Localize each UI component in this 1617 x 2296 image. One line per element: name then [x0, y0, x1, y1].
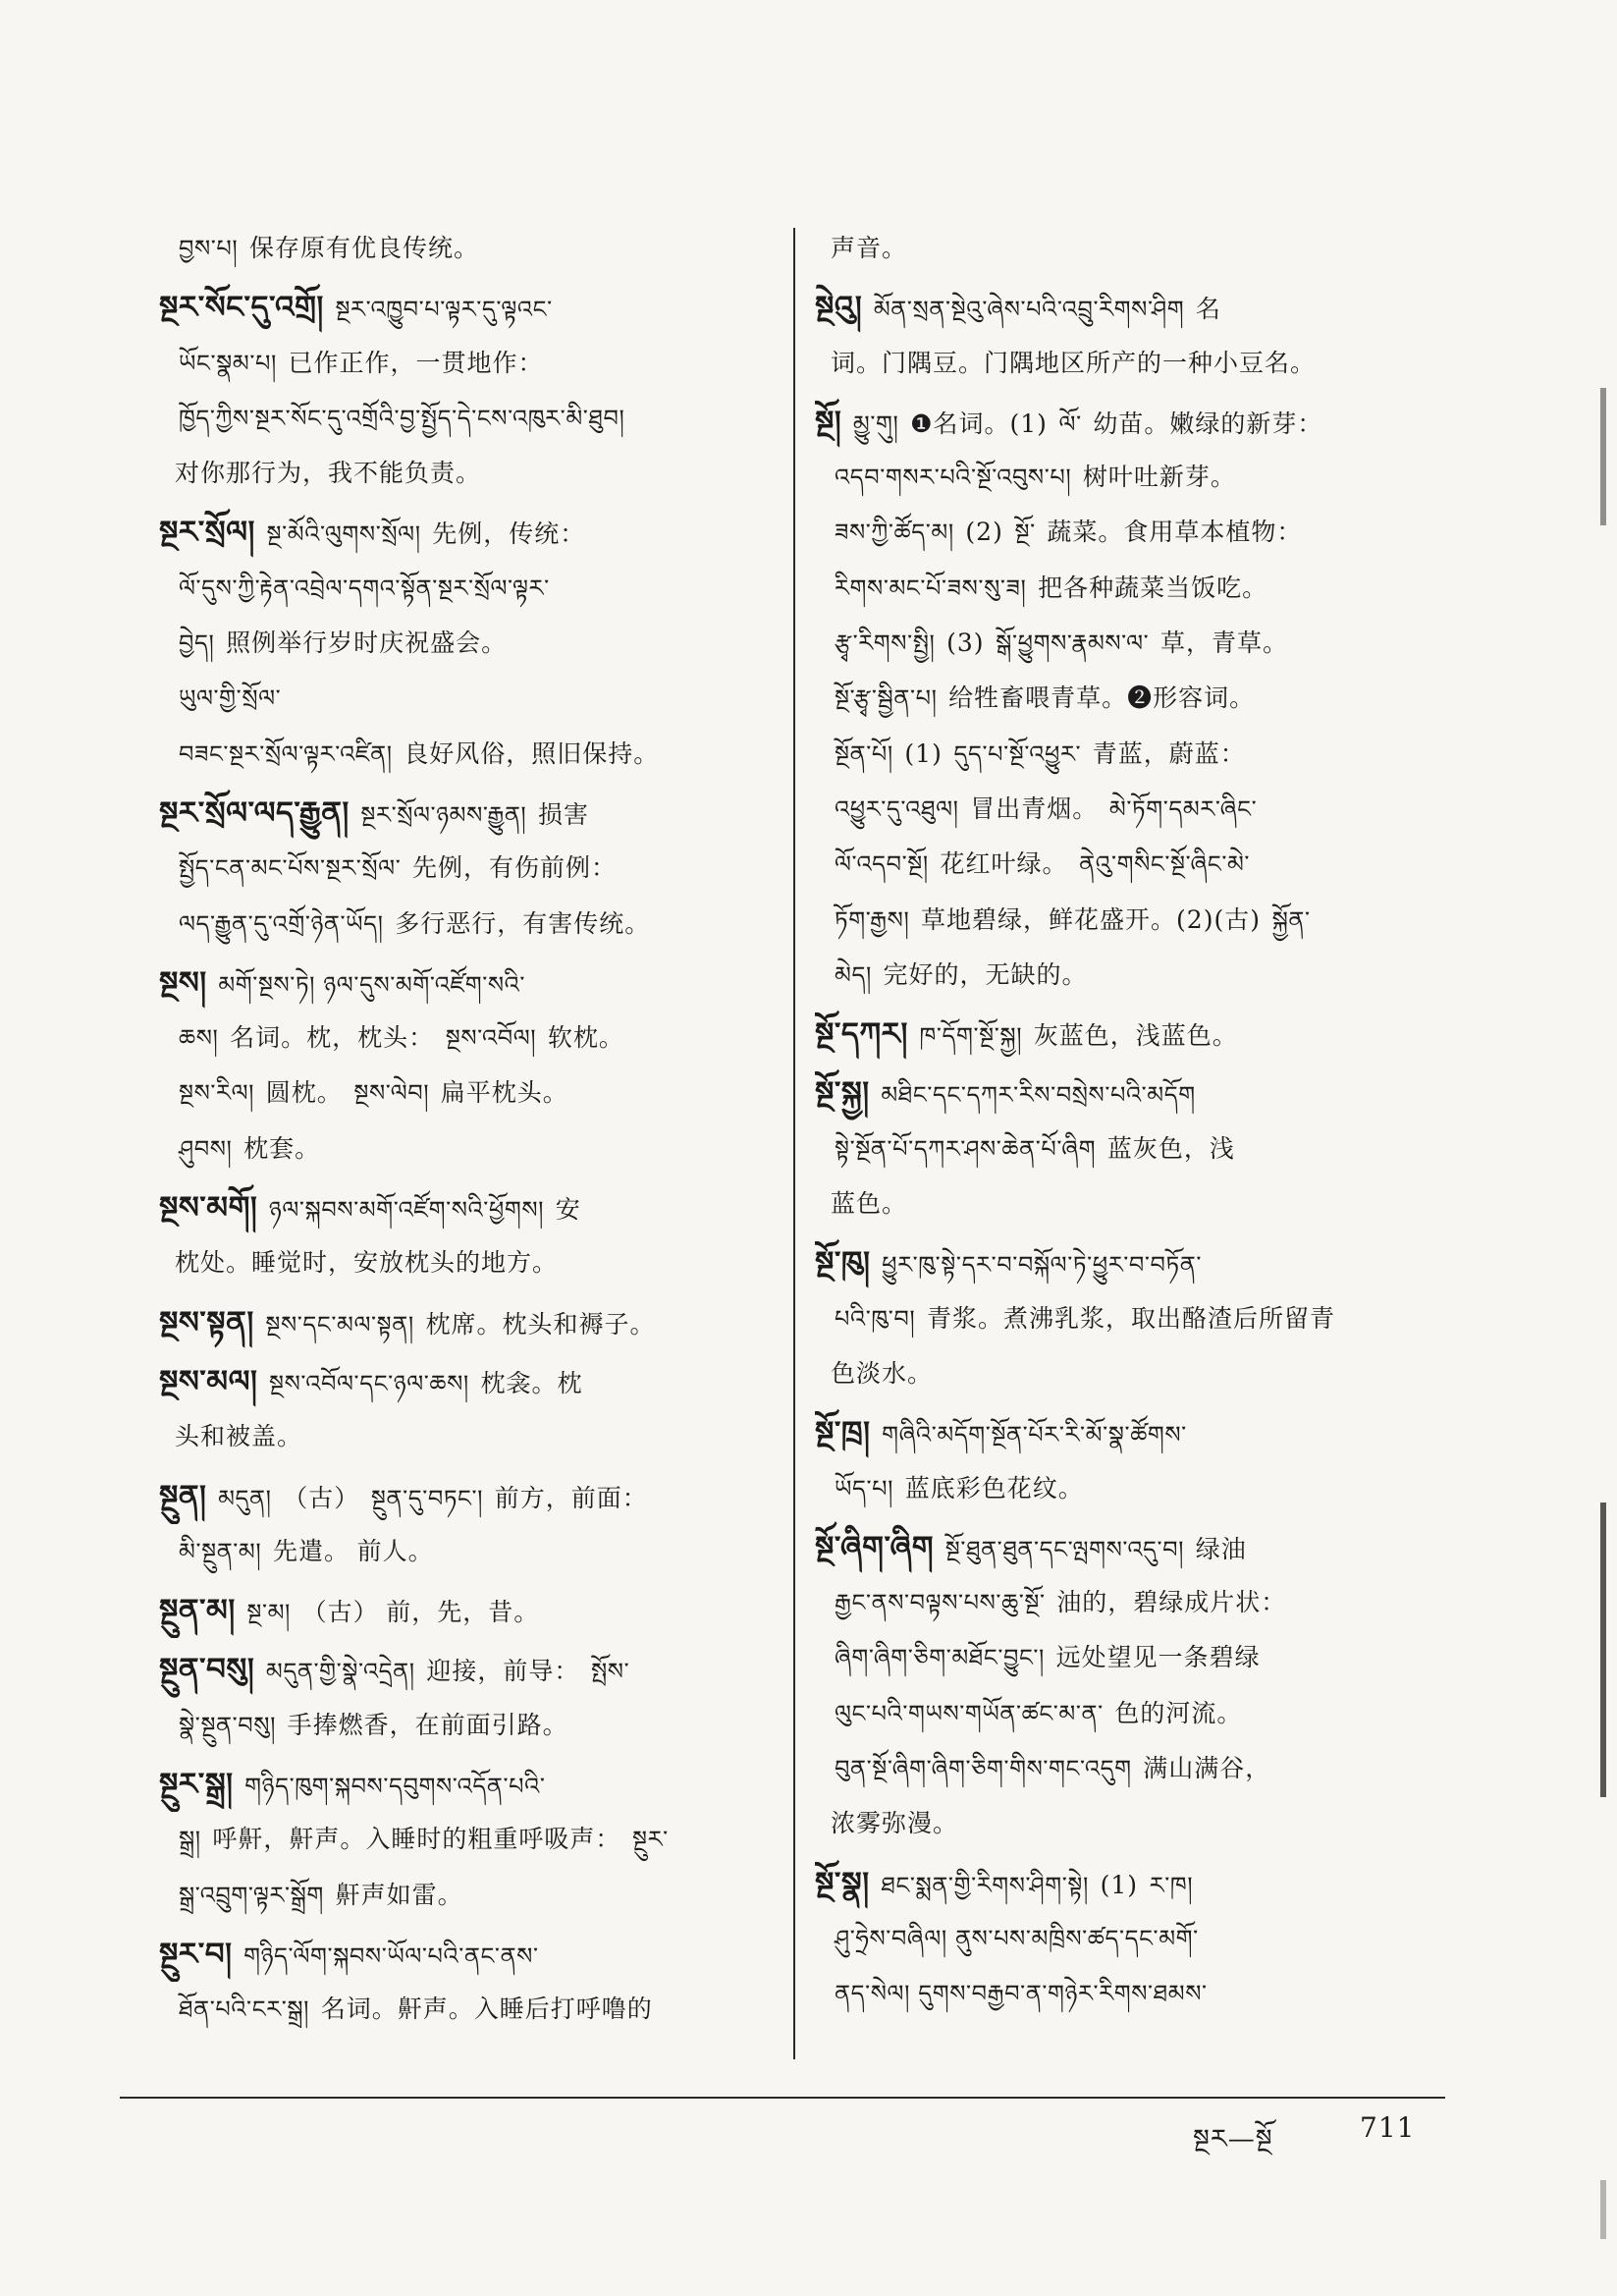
entry-headword: སྔར་སྲོལ་ལད་རྒྱུན། [159, 794, 350, 831]
chinese-text: 词。门隅豆。门隅地区所产的一种小豆名。 [831, 348, 1317, 377]
chinese-text: (1) [904, 738, 943, 768]
entry-line [159, 956, 774, 1011]
tibetan-text: ནད་སེལ། དུགས་བརྒྱབ་ན་གཉེར་རིགས་ཐམས་ [835, 1980, 1208, 2008]
chinese-text: 枕处。睡觉时，安放枕头的地方。 [175, 1248, 559, 1278]
chinese-text: 枕套。 [243, 1133, 321, 1163]
chinese-text: 良好风俗，照旧保持。 [404, 738, 660, 768]
entry-continuation-line [815, 727, 1443, 782]
entry-line [815, 1066, 1443, 1121]
tibetan-text: སྒྲ་འབྲུག་ལྟར་སྒྲོག [179, 1881, 324, 1909]
chinese-text: 色的河流。 [1114, 1698, 1243, 1727]
entry-continuation-line [815, 1346, 1443, 1401]
footer-rule [120, 2097, 1445, 2099]
entry-continuation-line [815, 1796, 1443, 1851]
entry-continuation-line [159, 1235, 774, 1290]
entry-line [815, 1007, 1443, 1062]
tibetan-text: ཁ་དོག་སྔོ་སྐྱ། [919, 1022, 1023, 1051]
chinese-text: （古） [301, 1598, 379, 1627]
tibetan-text: སྒྲ། [179, 1826, 201, 1854]
entry-headword: སྔས་མགོ། [159, 1190, 258, 1227]
tibetan-text: མྱུ་གུ། [852, 410, 899, 438]
tibetan-text: འཕྱུར་དུ་འཐུལ། [835, 794, 959, 823]
entry-line [159, 1295, 774, 1350]
entry-line [159, 1642, 774, 1697]
tibetan-text: སྔུར་ [632, 1826, 669, 1854]
chinese-text: 把各种蔬菜当饭吃。 [1038, 573, 1268, 602]
tibetan-text: ཟས་ཀྱི་ཚོད་མ། [835, 519, 954, 547]
entry-continuation-line [159, 841, 774, 896]
tibetan-text: གཉིད་ལོག་སྐབས་ཡོལ་པའི་ནང་ནས་ [243, 1941, 539, 1970]
tibetan-text: མེ་ཏོག་དམར་ཞིང་ [1108, 794, 1258, 823]
chinese-text: 青浆。煮沸乳浆，取出酪渣后所留青 [926, 1303, 1335, 1333]
chinese-text: 扁平枕头。 [440, 1078, 568, 1108]
entry-continuation-line [815, 1911, 1443, 1966]
tibetan-text: ར་ཁ། [1149, 1871, 1194, 1899]
chinese-text: 安 [555, 1195, 581, 1225]
tibetan-text: མི་སྔུན་མ། [179, 1537, 262, 1565]
chinese-text: 色淡水。 [831, 1358, 934, 1388]
entry-continuation-line [159, 616, 774, 671]
entry-line [159, 1757, 774, 1812]
entry-continuation-line [815, 837, 1443, 892]
tibetan-text: ཉལ་སྐབས་མགོ་འཛོག་སའི་ཕྱོགས། [268, 1196, 545, 1225]
chinese-text: 草地碧绿，鲜花盛开。(2)(古) [921, 904, 1261, 934]
entry-headword: སྔོ། [815, 404, 842, 440]
chinese-text: 枕席。枕头和褥子。 [425, 1309, 656, 1339]
chinese-text: （古） [283, 1483, 360, 1512]
entry-continuation-line [159, 1524, 774, 1579]
tibetan-text: སྔུན་དུ་བཏང་། [370, 1484, 484, 1512]
chinese-text: 前方，前面： [494, 1483, 648, 1512]
tibetan-text: མེད། [835, 960, 872, 989]
tibetan-text: མདུན། [218, 1484, 272, 1512]
entry-line [815, 395, 1443, 450]
chinese-text: 迎接，前导： [426, 1657, 580, 1686]
entry-continuation-line [815, 505, 1443, 560]
entry-continuation-line [159, 221, 774, 276]
tibetan-text: རིགས་མང་པོ་ཟས་སུ་ཟ། [835, 574, 1027, 602]
tibetan-text: སྒོ་ཕྱུགས་རྣམས་ལ་ [996, 629, 1150, 658]
chinese-text: 前人。 [356, 1536, 434, 1565]
footer-guide-words: སྔར—སྔོ [1193, 2124, 1273, 2155]
tibetan-text: ཏོག་རྒྱས། [835, 905, 910, 934]
tibetan-text: སྣེ་སྔུན་བསུ། [179, 1711, 276, 1739]
tibetan-text: ཤུབས། [179, 1134, 233, 1163]
tibetan-text: མགོ་སྔས་ཏེ། ཉལ་དུས་མགོ་འཛོག་སའི་ [218, 970, 526, 999]
tibetan-text: གཞིའི་མདོག་སྔོན་པོར་རི་མོ་སྣ་ཚོགས་ [882, 1421, 1187, 1449]
tibetan-text: ཞིག་ཞིག་ཅིག་མཐོང་བྱུང་། [835, 1644, 1045, 1672]
tibetan-text: མདུན་གྱི་སྣེ་འདྲེན། [265, 1658, 415, 1686]
entry-headword: སྔོ་ཁུ། [815, 1245, 871, 1282]
tibetan-text: རྒྱང་ནས་བལྟས་པས་ཆུ་སྔོ་ [835, 1589, 1046, 1617]
tibetan-text: བྱེད། [179, 629, 215, 658]
chinese-text: 完好的，无缺的。 [883, 959, 1088, 989]
chinese-text: 青蓝，蔚蓝： [1092, 738, 1246, 768]
entry-continuation-line [159, 1409, 774, 1464]
entry-continuation-line [159, 897, 774, 952]
chinese-text: 满山满谷， [1143, 1754, 1271, 1783]
entry-headword: སྔས་མལ། [159, 1363, 258, 1399]
tibetan-text: སྐྱོན་ [1271, 905, 1311, 934]
chinese-text: 绿油 [1195, 1534, 1247, 1563]
chinese-text: (3) [946, 629, 985, 658]
chinese-text: 损害 [538, 799, 590, 829]
entry-continuation-line [815, 1461, 1443, 1516]
entry-headword: སྔར་སོང་དུ་འགྲོ། [159, 290, 324, 326]
chinese-text: 名词。枕，枕头： [230, 1023, 435, 1053]
scan-edge-mark [1600, 1503, 1606, 1797]
tibetan-text: ལོ་དུས་ཀྱི་རྟེན་འབྲེལ་དགའ་སྟོན་སྔར་སྲོལ་ལྟར་ [179, 574, 550, 602]
entry-continuation-line [159, 1982, 774, 2037]
chinese-text: 幼苗。嫩绿的新芽： [1093, 409, 1323, 438]
entry-continuation-line [815, 616, 1443, 671]
entry-line [159, 1469, 774, 1524]
entry-line [159, 280, 774, 335]
chinese-text: 鼾声如雷。 [335, 1880, 463, 1909]
tibetan-text: ཡོད་པ། [835, 1474, 894, 1503]
tibetan-text: ལད་རྒྱུན་དུ་འགྲོ་ཉེན་ཡོད། [179, 909, 384, 938]
entry-continuation-line [815, 1630, 1443, 1685]
chinese-text: 头和被盖。 [175, 1422, 303, 1451]
entry-continuation-line [159, 727, 774, 782]
chinese-text: 草，青草。 [1159, 629, 1288, 658]
entry-line [815, 280, 1443, 335]
right-column [815, 221, 1443, 2022]
entry-line [159, 786, 774, 841]
tibetan-text: ནེའུ་གསིང་སྔོ་ཞིང་མེ་ [1079, 850, 1251, 879]
entry-continuation-line [815, 450, 1443, 505]
chinese-text: (1) [1100, 1870, 1139, 1899]
tibetan-text: ཐང་སྨན་གྱི་རིགས་ཤིག་སྟེ། [881, 1871, 1089, 1899]
entry-continuation-line [159, 671, 774, 726]
tibetan-text: སྔས་རིལ། [179, 1079, 255, 1108]
chinese-text: (2) [965, 518, 1003, 547]
entry-line [159, 1354, 774, 1409]
chinese-text: 树叶吐新芽。 [1082, 463, 1236, 492]
entry-continuation-line [815, 221, 1443, 276]
entry-headword: སྔུན་བསུ། [159, 1652, 255, 1688]
entry-headword: སྔོ་སྣ། [815, 1865, 870, 1901]
tibetan-text: ལུང་པའི་གཡས་གཡོན་ཚང་མ་ན་ [835, 1699, 1104, 1727]
entry-line [159, 505, 774, 560]
entry-line [815, 1235, 1443, 1290]
entry-headword: སྔུན་མ། [159, 1593, 236, 1629]
entry-headword: སྔོ་སྐྱ། [815, 1075, 870, 1112]
chinese-text: 照例举行岁时庆祝盛会。 [226, 629, 508, 658]
entry-headword: སྔོ་ཞིག་ཞིག [815, 1529, 935, 1565]
entry-continuation-line [159, 1812, 774, 1867]
entry-continuation-line [815, 1741, 1443, 1796]
chinese-text: 先遣。 [272, 1536, 350, 1565]
chinese-text: 冒出青烟。 [970, 793, 1099, 823]
entry-continuation-line [815, 561, 1443, 616]
entry-continuation-line [159, 336, 774, 391]
chinese-text: 枕衾。枕 [480, 1368, 583, 1397]
chinese-text: 油的，碧绿成片状： [1056, 1588, 1287, 1617]
chinese-text: 远处望见一条碧绿 [1055, 1643, 1261, 1672]
entry-continuation-line [815, 1121, 1443, 1176]
tibetan-text: རྩྭ་རིགས་སྤྱི། [835, 629, 936, 658]
tibetan-text: པའི་ཁུ་བ། [835, 1304, 916, 1333]
tibetan-text: མཐིང་དང་དཀར་རིས་བསྲེས་པའི་མདོག [881, 1081, 1196, 1110]
chinese-text: 蔬菜。食用草本植物： [1047, 518, 1303, 547]
tibetan-text: མོན་སྲན་སྔེའུ་ཞེས་པའི་འབྲུ་རིགས་ཤིག [873, 296, 1185, 324]
chinese-text: 先例，有伤前例： [412, 853, 618, 883]
tibetan-text: བཟང་སྔར་སྲོལ་ལྟར་འཛིན། [179, 739, 393, 768]
entry-line [159, 1180, 774, 1235]
chinese-text: 声音。 [831, 234, 908, 262]
entry-continuation-line [815, 1176, 1443, 1231]
entry-line [815, 1520, 1443, 1575]
tibetan-text: སྔས་དང་མལ་སྟན། [265, 1310, 414, 1339]
entry-line [159, 1583, 774, 1638]
entry-continuation-line [159, 446, 774, 501]
entry-headword: སྔོ་དཀར། [815, 1016, 908, 1053]
tibetan-text: སྔར་སྲོལ་ཉམས་རྒྱུན། [360, 800, 527, 829]
chinese-text: 手捧燃香，在前面引路。 [287, 1710, 568, 1739]
tibetan-text: སྔ་མོའི་ལུགས་སྲོལ། [266, 520, 421, 549]
page-number: 711 [1360, 2111, 1416, 2144]
tibetan-text: ལོ་འདབ་སྔོ། [835, 850, 929, 879]
chinese-text: 灰蓝色，浅蓝色。 [1033, 1021, 1238, 1051]
scan-edge-mark [1600, 388, 1606, 525]
entry-continuation-line [815, 336, 1443, 391]
chinese-text: 软枕。 [547, 1023, 624, 1053]
tibetan-text: སྔ་མ། [246, 1599, 291, 1627]
chinese-text: 浓雾弥漫。 [831, 1809, 959, 1838]
tibetan-text: ཡུལ་གྱི་སྲོལ་ [179, 684, 282, 713]
tibetan-text: སྔོ་ཐུན་ཐུན་དང་ལྤགས་འདུ་བ། [944, 1535, 1185, 1563]
chinese-text: 蓝色。 [831, 1189, 908, 1219]
tibetan-text: གཉིད་ཁུག་སྐབས་དབུགས་འདོན་པའི་ [244, 1773, 546, 1801]
left-column [159, 221, 774, 2038]
chinese-text: 名词。鼾声。入睡后打呼噜的 [320, 1995, 653, 2024]
entry-headword: སྔས། [159, 964, 207, 1001]
entry-continuation-line [815, 1575, 1443, 1630]
chinese-text: 给牲畜喂青草。❷形容词。 [948, 683, 1256, 713]
entry-continuation-line [159, 561, 774, 616]
tibetan-text: སྔར་འཁྱུབ་པ་ལྟར་དུ་ལྟའང་ [335, 296, 553, 324]
entry-headword: སྔུར་བ། [159, 1936, 233, 1972]
entry-continuation-line [159, 1698, 774, 1753]
tibetan-text: སྔོ་རྩྭ་སྦྱིན་པ། [835, 684, 938, 713]
tibetan-text: ཤུ་ཧྲེས་བཞིལ། ནུས་པས་མཁྲིས་ཚད་དང་མགོ་ [835, 1924, 1199, 1952]
tibetan-text: བྱས་པ། [179, 235, 239, 262]
chinese-text: 呼鼾，鼾声。入睡时的粗重呼吸声： [212, 1825, 621, 1854]
tibetan-text: སྤྱོད་ངན་མང་པོས་སྔར་སྲོལ་ [179, 854, 402, 883]
chinese-text: 前，先，昔。 [386, 1598, 540, 1627]
tibetan-text: ཐོན་པའི་ངར་སྒྲ། [179, 1995, 310, 2024]
entry-line [159, 1927, 774, 1982]
tibetan-text: སྔོ་ [1014, 519, 1036, 547]
chinese-text: 对你那行为，我不能负责。 [175, 459, 482, 488]
tibetan-text: ཡོང་སྣམ་པ། [179, 349, 277, 377]
column-divider [793, 228, 795, 2059]
chinese-text: 已作正作，一贯地作： [288, 348, 544, 377]
entry-continuation-line [159, 1121, 774, 1176]
entry-headword: སྔུན། [159, 1478, 207, 1514]
entry-headword: སྔེའུ། [815, 290, 863, 326]
chinese-text: 蓝灰色，浅 [1106, 1133, 1235, 1163]
tibetan-text: ལོ་ [1058, 410, 1082, 438]
entry-headword: སྔུར་སྒྲ། [159, 1767, 234, 1803]
entry-continuation-line [815, 782, 1443, 837]
tibetan-text: དུད་པ་སྔོ་འཕྱུར་ [953, 739, 1082, 768]
tibetan-text: སྤོས་ [591, 1658, 630, 1686]
tibetan-text: སྔས་ལེབ། [353, 1079, 430, 1108]
tibetan-text: ཕྱུར་ཁུ་སྟེ་དར་བ་བསྐོལ་ཏེ་ཕྱུར་བ་བཏོན་ [882, 1251, 1202, 1280]
tibetan-text: ཁྱོད་ཀྱིས་སྔར་སོང་དུ་འགྲོའི་བྱ་སྤྱོད་དེ་ངས་འཁུར་མི་ཐུབ། [179, 404, 625, 432]
tibetan-text: སྔས་འབོལ་དང་ཉལ་ཆས། [268, 1369, 469, 1397]
entry-continuation-line [815, 1686, 1443, 1741]
entry-continuation-line [159, 1066, 774, 1121]
chinese-text: ❶名词。(1) [910, 409, 1048, 438]
tibetan-text: སྔོན་པོ། [835, 739, 893, 768]
tibetan-text: སྟེ་སྔོན་པོ་དཀར་ཤས་ཆེན་པོ་ཞིག [835, 1134, 1097, 1163]
chinese-text: 圆枕。 [265, 1078, 343, 1108]
entry-line [815, 1405, 1443, 1460]
entry-headword: སྔར་སྲོལ། [159, 515, 255, 551]
entry-continuation-line [815, 1966, 1443, 2021]
entry-continuation-line [815, 671, 1443, 726]
entry-continuation-line [815, 948, 1443, 1003]
tibetan-text: བུན་སྔོ་ཞིག་ཞིག་ཅིག་གིས་གང་འདུག [835, 1755, 1132, 1783]
entry-continuation-line [815, 1291, 1443, 1346]
tibetan-text: སྔས་འབོལ། [445, 1024, 537, 1053]
chinese-text: 花红叶绿。 [940, 849, 1068, 879]
tibetan-text: འདབ་གསར་པའི་སྔོ་འབུས་པ། [835, 464, 1072, 492]
entry-headword: སྔོ་ཁྲ། [815, 1415, 871, 1451]
entry-headword: སྔས་སྟན། [159, 1304, 254, 1340]
entry-continuation-line [815, 893, 1443, 948]
tibetan-text: ཆས། [179, 1024, 219, 1053]
chinese-text: 保存原有优良传统。 [248, 234, 479, 262]
chinese-text: 名 [1195, 295, 1221, 324]
chinese-text: 多行恶行，有害传统。 [395, 908, 651, 938]
chinese-text: 蓝底彩色花纹。 [904, 1473, 1084, 1503]
entry-line [815, 1856, 1443, 1911]
chinese-text: 先例，传统： [432, 519, 586, 549]
entry-continuation-line [159, 391, 774, 446]
scan-edge-mark [1600, 2180, 1606, 2239]
entry-continuation-line [159, 1011, 774, 1066]
entry-continuation-line [159, 1868, 774, 1923]
